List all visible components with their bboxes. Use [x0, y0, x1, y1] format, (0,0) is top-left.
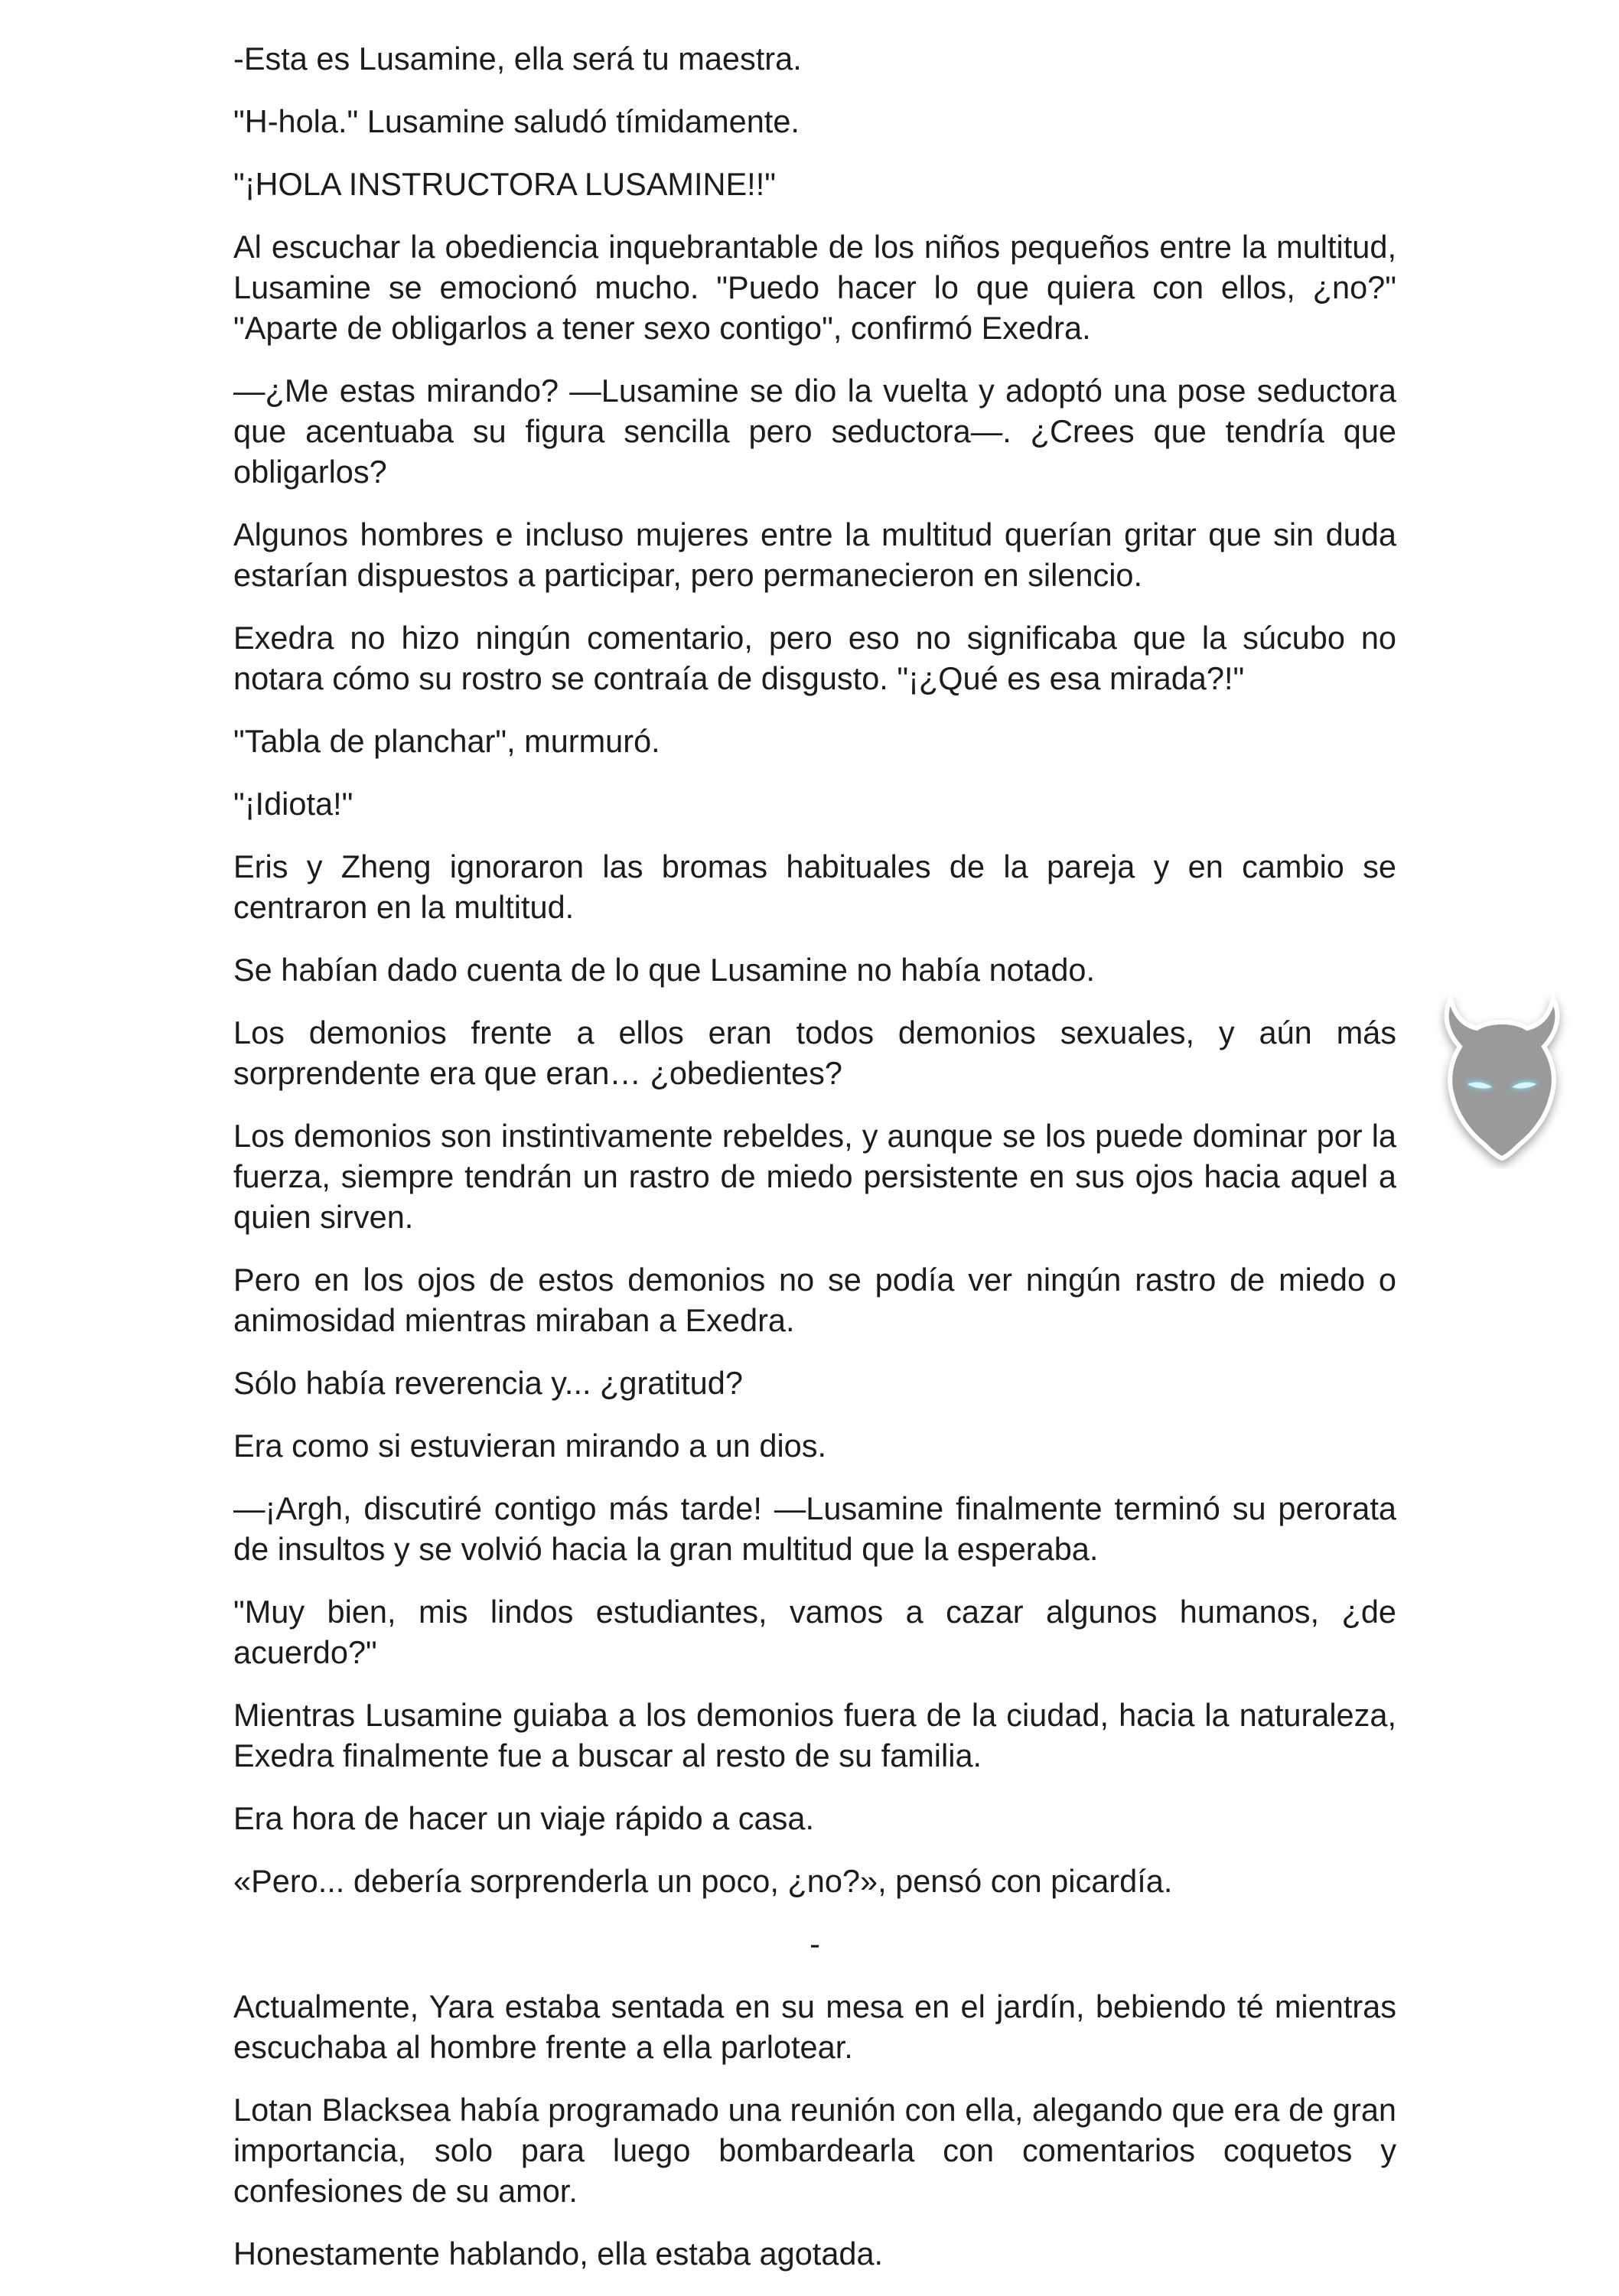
paragraph: Era como si estuvieran mirando a un dios. — [233, 1428, 827, 1464]
demon-head-icon — [1429, 993, 1575, 1169]
paragraph: Pero en los ojos de estos demonios no se podía ver ningún rastro de miedo o animosidad mientras miraban a Exedra. — [233, 1262, 1396, 1338]
paragraph: Lotan Blacksea había programado una reunión con ella, alegando que era de gran importancia, solo para luego bombardearla con comentarios coquetos y confesiones de su amor. — [233, 2092, 1396, 2209]
scene-separator: - — [810, 1926, 820, 1962]
paragraph: "Muy bien, mis lindos estudiantes, vamos a cazar algunos humanos, ¿de acuerdo?" — [233, 1594, 1396, 1670]
paragraph: Algunos hombres e incluso mujeres entre la multitud querían gritar que sin duda estarían dispuestos a participar, pero permanecieron en silencio. — [233, 516, 1396, 593]
paragraph: —¿Me estas mirando? —Lusamine se dio la vuelta y adoptó una pose seductora que acentuaba su figura sencilla pero seductora—. ¿Crees que tendría que obligarlos? — [233, 373, 1396, 490]
paragraph: Se habían dado cuenta de lo que Lusamine no había notado. — [233, 952, 1096, 988]
paragraph: Sólo había reverencia y... ¿gratitud? — [233, 1365, 743, 1401]
paragraph: Los demonios son instintivamente rebeldes, y aunque se los puede dominar por la fuerza, siempre tendrán un rastro de miedo persistente en sus ojos hacia aquel a quien sirven. — [233, 1118, 1396, 1235]
paragraph: Los demonios frente a ellos eran todos demonios sexuales, y aún más sorprendente era que eran… ¿obedientes? — [233, 1014, 1396, 1091]
paragraph: «Pero... debería sorprenderla un poco, ¿no?», pensó con picardía. — [233, 1863, 1173, 1899]
paragraph: Eris y Zheng ignoraron las bromas habituales de la pareja y en cambio se centraron en la multitud. — [233, 848, 1396, 925]
text-column — [233, 38, 1396, 2296]
paragraph: Actualmente, Yara estaba sentada en su mesa en el jardín, bebiendo té mientras escuchaba al hombre frente a ella parlotear. — [233, 1988, 1396, 2065]
paragraph: Al escuchar la obediencia inquebrantable de los niños pequeños entre la multitud, Lusamine se emocionó mucho. "Puedo hacer lo que quiera con ellos, ¿no?" "Aparte de obligarlos a tener sexo contigo", confirmó Exedra. — [233, 229, 1396, 346]
paragraph: "¡HOLA INSTRUCTORA LUSAMINE!!" — [233, 166, 776, 202]
paragraph: Honestamente hablando, ella estaba agotada. — [233, 2236, 884, 2272]
paragraph: "Tabla de planchar", murmuró. — [233, 723, 660, 759]
paragraph: Mientras Lusamine guiaba a los demonios fuera de la ciudad, hacia la naturaleza, Exedra finalmente fue a buscar al resto de su familia. — [233, 1697, 1396, 1773]
paragraph: Exedra no hizo ningún comentario, pero eso no significaba que la súcubo no notara cómo su rostro se contraía de disgusto. "¡¿Qué es esa mirada?!" — [233, 620, 1396, 696]
paragraph: —¡Argh, discutiré contigo más tarde! —Lusamine finalmente terminó su perorata de insultos y se volvió hacia la gran multitud que la esperaba. — [233, 1490, 1396, 1567]
paragraph: Era hora de hacer un viaje rápido a casa. — [233, 1800, 814, 1836]
paragraph: -Esta es Lusamine, ella será tu maestra. — [233, 41, 802, 77]
paragraph: "¡Idiota!" — [233, 786, 353, 822]
paragraph: "H-hola." Lusamine saludó tímidamente. — [233, 103, 800, 139]
